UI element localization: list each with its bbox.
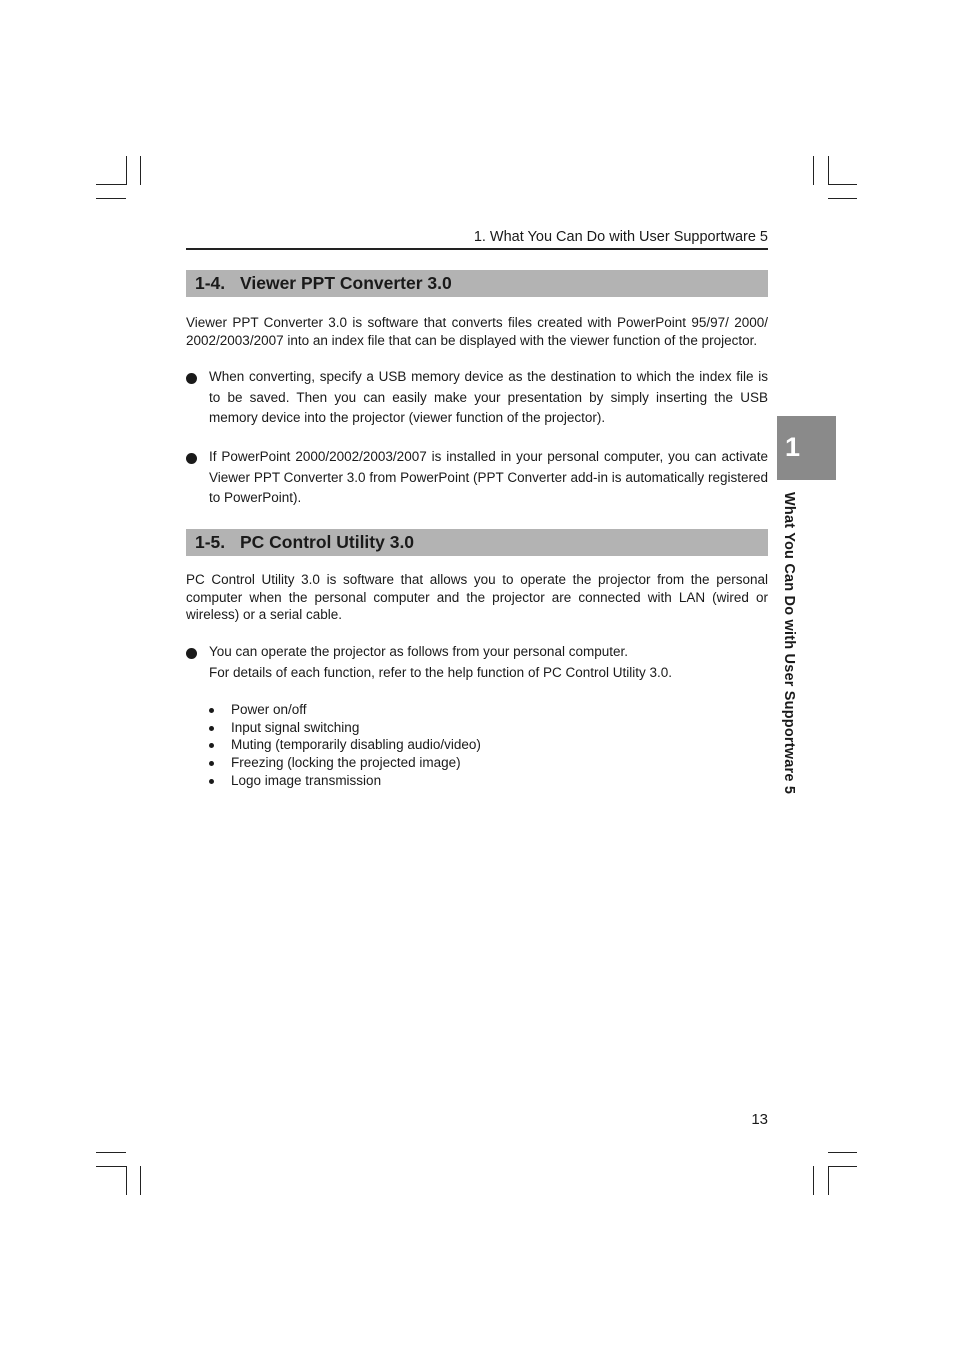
small-bullet-icon <box>209 761 214 766</box>
bullet-text-line: You can operate the projector as follows from your personal computer. <box>209 644 628 659</box>
small-bullet-icon <box>209 726 214 731</box>
bullet-text: If PowerPoint 2000/2002/2003/2007 is installed in your personal computer, you can activate Viewer PPT Converter 3.0 from PowerPoint (PPT Converter add-in is automatically registered to PowerPoint). <box>209 449 768 505</box>
section-heading-viewer-ppt <box>186 270 768 297</box>
bullet-icon <box>186 453 197 464</box>
list-item-text: Freezing (locking the projected image) <box>231 755 461 771</box>
small-bullet-icon <box>209 743 214 748</box>
section-title: PC Control Utility 3.0 <box>240 532 415 552</box>
section-heading-pc-control <box>186 529 768 556</box>
bullet-item <box>186 367 768 429</box>
section-title: Viewer PPT Converter 3.0 <box>240 273 452 293</box>
small-bullet-icon <box>209 779 214 784</box>
bullet-icon <box>186 648 197 659</box>
page-number: 13 <box>751 1111 768 1128</box>
list-item-text: Power on/off <box>231 702 307 717</box>
bullet-text-line: For details of each function, refer to the help function of PC Control Utility 3.0. <box>209 664 672 680</box>
header-rule <box>186 248 768 250</box>
section-number: 1-4. <box>195 273 226 293</box>
section-intro-pc-control: PC Control Utility 3.0 is software that allows you to operate the projector from the personal computer when the personal computer and the projector are connected with LAN (wired or wireless) or a serial cable. <box>186 572 768 622</box>
chapter-tab: 1 <box>777 416 836 480</box>
running-header: 1. What You Can Do with User Supportware 5 <box>473 229 768 245</box>
small-bullet-icon <box>209 708 214 713</box>
bullet-item <box>186 447 768 509</box>
section-intro-viewer-ppt: Viewer PPT Converter 3.0 is software that converts files created with PowerPoint 95/97/ 2000/ 2002/2003/2007 into an index file that can be displayed with the viewer function of the projector. <box>186 315 768 348</box>
side-chapter-title: What You Can Do with User Supportware 5 <box>781 492 797 795</box>
bullet-text: When converting, specify a USB memory device as the destination to which the index file is to be saved. Then you can easily make your presentation by simply inserting the USB memory device into the projector (viewer function of the projector). <box>209 369 768 425</box>
list-item-text: Input signal switching <box>231 719 360 735</box>
list-item-text: Muting (temporarily disabling audio/video) <box>231 737 481 753</box>
list-item-text: Logo image transmission <box>231 772 382 788</box>
bullet-icon <box>186 373 197 384</box>
bullet-item <box>186 642 768 683</box>
section-number: 1-5. <box>195 532 226 552</box>
